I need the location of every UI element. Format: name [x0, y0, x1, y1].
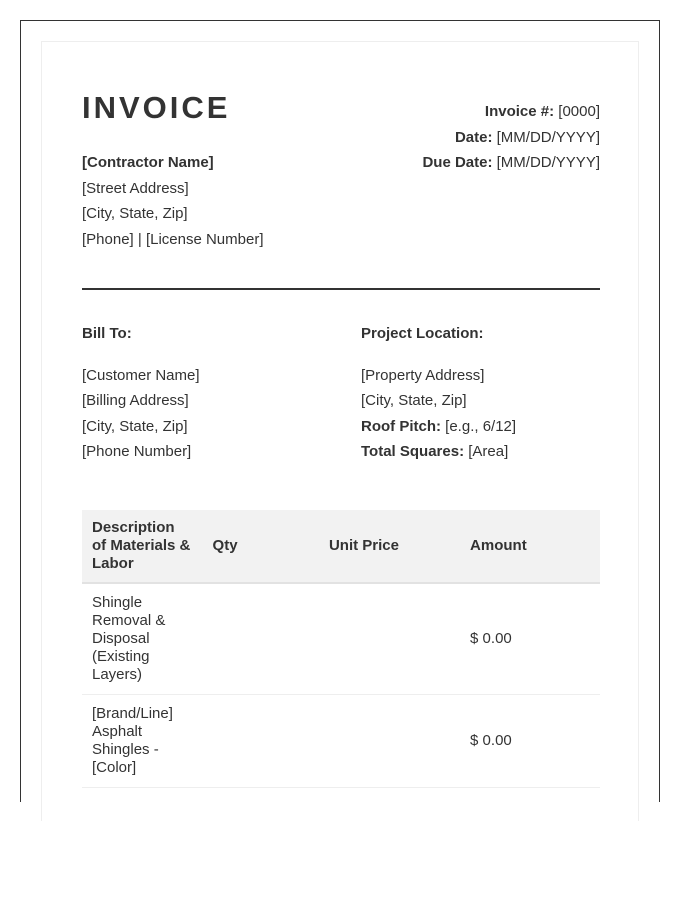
header-description: Description of Materials & Labor	[82, 510, 203, 583]
invoice-number-label: Invoice #:	[484, 103, 555, 120]
contractor-contact: [Phone] | [License Number]	[82, 230, 264, 248]
invoice-number-value: [0000]	[558, 103, 600, 120]
billing-address: [Billing Address]	[82, 392, 189, 409]
invoice-page	[41, 41, 639, 821]
property-city: [City, State, Zip]	[361, 392, 467, 409]
row-unit-price	[319, 583, 460, 695]
invoice-number-row	[422, 99, 600, 125]
property-address: [Property Address]	[361, 366, 485, 384]
table-row	[82, 695, 600, 788]
row-qty	[203, 583, 319, 695]
invoice-title: INVOICE	[82, 90, 231, 125]
row-amount: $ 0.00	[460, 583, 600, 695]
table-header	[82, 510, 600, 583]
row-qty	[203, 695, 319, 788]
due-date-value: [MM/DD/YYYY]	[496, 154, 600, 171]
header-qty: Qty	[203, 510, 319, 583]
project-location-heading: Project Location:	[361, 325, 484, 342]
invoice-date-row	[422, 125, 600, 151]
table-body	[82, 583, 600, 788]
due-date-label: Due Date:	[422, 154, 493, 171]
invoice-date-label: Date:	[454, 128, 493, 146]
row-description: Shingle Removal & Disposal (Existing Layers)	[82, 583, 203, 695]
header-unit-price: Unit Price	[319, 510, 460, 583]
table-header-row	[82, 510, 600, 583]
roof-pitch-value: [e.g., 6/12]	[445, 417, 517, 435]
billing-city: [City, State, Zip]	[82, 417, 188, 435]
total-squares-value: [Area]	[468, 443, 509, 460]
invoice-meta	[422, 99, 600, 176]
project-location-block	[361, 321, 516, 465]
contractor-name: [Contractor Name]	[82, 154, 214, 171]
row-description: [Brand/Line] Asphalt Shingles - [Color]	[82, 695, 203, 788]
bill-to-heading: Bill To:	[82, 325, 132, 342]
total-squares-label: Total Squares:	[361, 443, 465, 460]
bill-to-block	[82, 321, 200, 465]
contractor-block	[82, 150, 264, 252]
customer-name: [Customer Name]	[82, 366, 200, 384]
line-items-table	[82, 510, 600, 788]
roof-pitch-row	[361, 414, 516, 440]
customer-phone: [Phone Number]	[82, 443, 192, 460]
header-amount: Amount	[460, 510, 600, 583]
row-unit-price	[319, 695, 460, 788]
document-frame	[20, 20, 660, 802]
contractor-street: [Street Address]	[82, 179, 189, 197]
total-squares-row	[361, 439, 516, 465]
invoice-date-value: [MM/DD/YYYY]	[496, 128, 600, 146]
table-row	[82, 583, 600, 695]
roof-pitch-label: Roof Pitch:	[361, 417, 441, 435]
due-date-row	[422, 150, 600, 176]
contractor-city: [City, State, Zip]	[82, 205, 188, 222]
header-divider	[82, 288, 600, 290]
row-amount: $ 0.00	[460, 695, 600, 788]
